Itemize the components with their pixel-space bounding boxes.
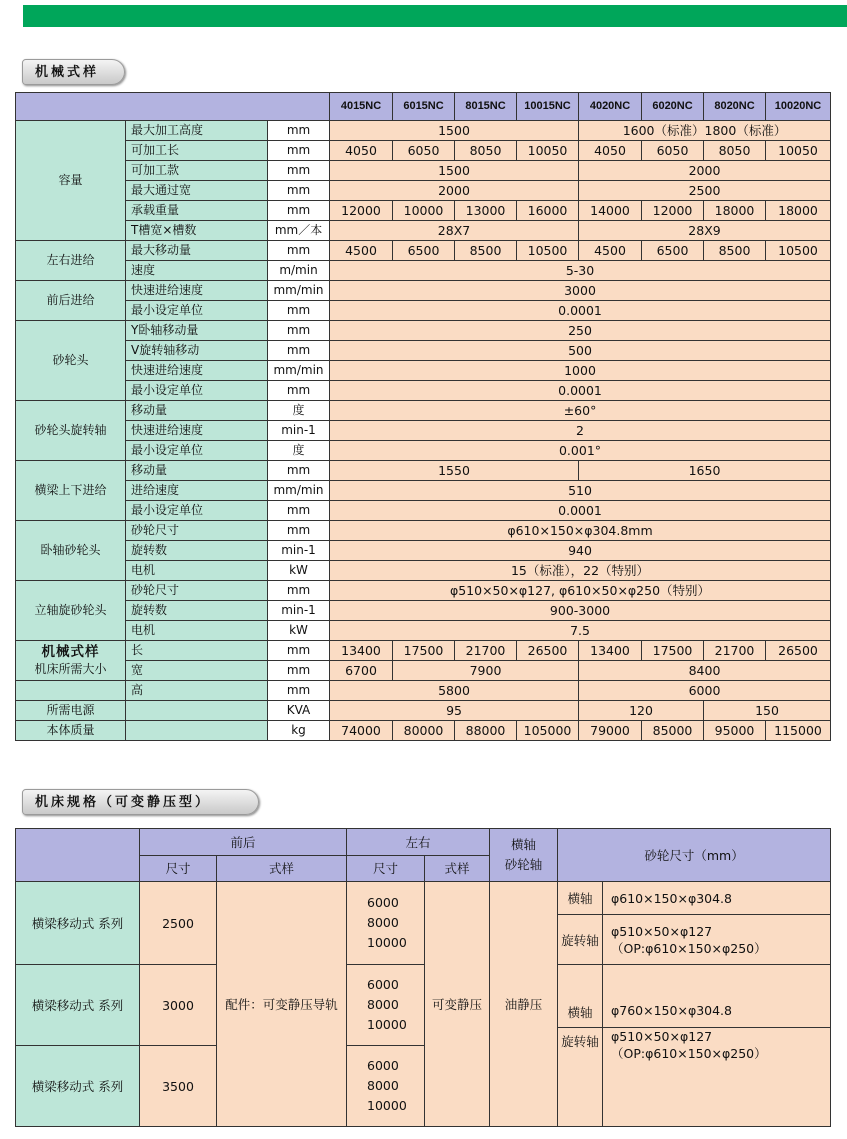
value: 14000	[579, 201, 642, 221]
value: 1500	[330, 121, 579, 141]
unit: kW	[268, 621, 330, 641]
spec-row	[16, 361, 831, 381]
value: 510	[330, 481, 831, 501]
item-label: 砂轮尺寸	[126, 521, 268, 541]
category-crossrail: 横梁上下进给	[16, 461, 126, 521]
value: 0.0001	[330, 501, 831, 521]
model-header: 10020NC	[766, 93, 831, 121]
spec-row	[16, 621, 831, 641]
value: 7.5	[330, 621, 831, 641]
value: 1500	[330, 161, 579, 181]
item-label: 移动量	[126, 401, 268, 421]
item-label: 最大通过宽	[126, 181, 268, 201]
spec-row	[16, 241, 831, 261]
unit: 度	[268, 441, 330, 461]
unit: mm	[268, 681, 330, 701]
value: 18000	[704, 201, 766, 221]
value: 8050	[455, 141, 517, 161]
unit: mm	[268, 161, 330, 181]
value: 250	[330, 321, 831, 341]
header-left-right: 左右	[347, 829, 490, 856]
model-header-row	[16, 93, 831, 121]
spec-row	[16, 721, 831, 741]
model-header: 4020NC	[579, 93, 642, 121]
value: 13400	[579, 641, 642, 661]
unit: mm/min	[268, 481, 330, 501]
value: 2	[330, 421, 831, 441]
spec-row	[16, 121, 831, 141]
value: 21700	[455, 641, 517, 661]
value: 6050	[642, 141, 704, 161]
unit: mm	[268, 241, 330, 261]
category-machine-size	[16, 641, 126, 681]
unit: min-1	[268, 601, 330, 621]
spec-row	[16, 461, 831, 481]
horiz-axis-label: 横轴	[558, 882, 603, 915]
section-title-machine-spec: 机械式样	[22, 59, 125, 85]
item-label: 可加工款	[126, 161, 268, 181]
value: 8500	[704, 241, 766, 261]
header-blank	[16, 829, 140, 882]
item-label: 最小设定单位	[126, 501, 268, 521]
header-size: 尺寸	[347, 855, 425, 882]
item-label: 速度	[126, 261, 268, 281]
value: 12000	[330, 201, 393, 221]
unit: mm	[268, 141, 330, 161]
wheel-horiz-size: φ760×150×φ304.8	[603, 965, 831, 1028]
value: 10050	[766, 141, 831, 161]
model-header: 6015NC	[393, 93, 455, 121]
unit: mm	[268, 461, 330, 481]
unit: mm	[268, 581, 330, 601]
item-label: 移动量	[126, 461, 268, 481]
item-label: 进给速度	[126, 481, 268, 501]
unit: mm	[268, 641, 330, 661]
value: 79000	[579, 721, 642, 741]
value: 10500	[766, 241, 831, 261]
value: 80000	[393, 721, 455, 741]
item-blank	[126, 701, 268, 721]
unit: mm	[268, 381, 330, 401]
value: 900-3000	[330, 601, 831, 621]
unit: 度	[268, 401, 330, 421]
unit: mm	[268, 521, 330, 541]
spec-row	[16, 421, 831, 441]
spec-row	[16, 261, 831, 281]
unit: min-1	[268, 541, 330, 561]
axis-style: 油静压	[490, 882, 558, 1127]
value: 940	[330, 541, 831, 561]
category-blank	[16, 681, 126, 701]
value: 6700	[330, 661, 393, 681]
item-label: 快速进给速度	[126, 361, 268, 381]
value: 0.001°	[330, 441, 831, 461]
value: 1550	[330, 461, 579, 481]
value: 105000	[517, 721, 579, 741]
header-style: 式样	[217, 855, 347, 882]
spec-row	[16, 501, 831, 521]
spec-row	[16, 441, 831, 461]
unit: mm/min	[268, 361, 330, 381]
header-front-back: 前后	[140, 829, 347, 856]
spec-row	[16, 641, 831, 661]
value: 4050	[330, 141, 393, 161]
spec-row	[16, 561, 831, 581]
value: 115000	[766, 721, 831, 741]
unit: KVA	[268, 701, 330, 721]
value: 5800	[330, 681, 579, 701]
size-label-big: 机械式样	[41, 643, 100, 660]
model-header: 6020NC	[642, 93, 704, 121]
value: 10500	[517, 241, 579, 261]
item-label: 最大移动量	[126, 241, 268, 261]
series-label: 横梁移动式 系列	[16, 965, 140, 1046]
value: 85000	[642, 721, 704, 741]
model-header: 8015NC	[455, 93, 517, 121]
lr-style: 可变静压	[425, 882, 490, 1127]
value: 12000	[642, 201, 704, 221]
section-title-machine-spec-hydrostatic: 机床规格（可变静压型）	[22, 789, 259, 815]
value: 13400	[330, 641, 393, 661]
item-label: 电机	[126, 561, 268, 581]
value: 2500	[579, 181, 831, 201]
value: 7900	[393, 661, 579, 681]
value: 150	[704, 701, 831, 721]
unit: mm	[268, 181, 330, 201]
category-wheelhead-rotation: 砂轮头旋转轴	[16, 401, 126, 461]
lr-sizes: 6000 8000 10000	[347, 965, 425, 1046]
value: 17500	[642, 641, 704, 661]
category-fb-feed: 前后进给	[16, 281, 126, 321]
spec-row	[16, 281, 831, 301]
model-header: 4015NC	[330, 93, 393, 121]
value: 28X7	[330, 221, 579, 241]
header-style: 式样	[425, 855, 490, 882]
value: 6050	[393, 141, 455, 161]
spec-row	[16, 141, 831, 161]
lr-sizes: 6000 8000 10000	[347, 882, 425, 965]
unit: mm	[268, 341, 330, 361]
spec-row	[16, 301, 831, 321]
header-axis: 横轴 砂轮轴	[490, 829, 558, 882]
value: 88000	[455, 721, 517, 741]
item-label: 快速进给速度	[126, 281, 268, 301]
value: φ610×150×φ304.8mm	[330, 521, 831, 541]
spec-row	[16, 581, 831, 601]
unit: mm/min	[268, 281, 330, 301]
item-label: 承载重量	[126, 201, 268, 221]
unit: mm／本	[268, 221, 330, 241]
fb-style: 配件：可变静压导轨	[217, 882, 347, 1127]
spec-row	[16, 701, 831, 721]
item-label: 砂轮尺寸	[126, 581, 268, 601]
spec-row	[16, 201, 831, 221]
value: 4050	[579, 141, 642, 161]
hydrostatic-spec-table	[15, 828, 831, 1127]
unit: m/min	[268, 261, 330, 281]
spec-row	[16, 481, 831, 501]
unit: mm	[268, 301, 330, 321]
item-label: 最小设定单位	[126, 381, 268, 401]
category-mass: 本体质量	[16, 721, 126, 741]
value: 15（标准），22（特别）	[330, 561, 831, 581]
item-label: T槽宽×槽数	[126, 221, 268, 241]
category-lr-feed: 左右进给	[16, 241, 126, 281]
value: 8400	[579, 661, 831, 681]
spec-row	[16, 541, 831, 561]
spec-row	[16, 521, 831, 541]
lr-sizes: 6000 8000 10000	[347, 1046, 425, 1127]
rot-axis-label: 旋转轴	[558, 915, 603, 965]
spec-row	[16, 601, 831, 621]
category-capacity: 容量	[16, 121, 126, 241]
item-label: 电机	[126, 621, 268, 641]
value: 95	[330, 701, 579, 721]
model-header: 8020NC	[704, 93, 766, 121]
wheel-horiz-size: φ610×150×φ304.8	[603, 882, 831, 915]
unit: mm	[268, 661, 330, 681]
header-size: 尺寸	[140, 855, 217, 882]
category-horizontal-wheelhead: 卧轴砂轮头	[16, 521, 126, 581]
model-header: 10015NC	[517, 93, 579, 121]
fb-size: 2500	[140, 882, 217, 965]
value: 10050	[517, 141, 579, 161]
spec-row	[16, 221, 831, 241]
item-label: 旋转数	[126, 601, 268, 621]
value: 8500	[455, 241, 517, 261]
value: 1650	[579, 461, 831, 481]
item-label: 旋转数	[126, 541, 268, 561]
value: 1600（标准）1800（标准）	[579, 121, 831, 141]
value: 2000	[579, 161, 831, 181]
value: 17500	[393, 641, 455, 661]
unit: min-1	[268, 421, 330, 441]
value: 26500	[517, 641, 579, 661]
item-label: 最大加工高度	[126, 121, 268, 141]
wheel-rot-size: φ510×50×φ127 （OP:φ610×150×φ250）	[603, 1028, 831, 1127]
item-label: 长	[126, 641, 268, 661]
item-blank	[126, 721, 268, 741]
spec-row	[16, 401, 831, 421]
value: 16000	[517, 201, 579, 221]
unit: kg	[268, 721, 330, 741]
category-wheelhead: 砂轮头	[16, 321, 126, 401]
horiz-axis-label: 横轴	[558, 965, 603, 1028]
rot-axis-label: 旋转轴	[558, 1028, 603, 1127]
value: 95000	[704, 721, 766, 741]
value: 5-30	[330, 261, 831, 281]
value: 28X9	[579, 221, 831, 241]
value: 18000	[766, 201, 831, 221]
item-label: Y卧轴移动量	[126, 321, 268, 341]
header-blank	[16, 93, 330, 121]
item-label: 最小设定单位	[126, 301, 268, 321]
series-label: 横梁移动式 系列	[16, 882, 140, 965]
spec-row	[16, 381, 831, 401]
machine-spec-table	[15, 92, 831, 741]
category-vertical-wheelhead: 立轴旋砂轮头	[16, 581, 126, 641]
item-label: 宽	[126, 661, 268, 681]
value: 0.0001	[330, 301, 831, 321]
value: 26500	[766, 641, 831, 661]
item-label: 可加工长	[126, 141, 268, 161]
value: 10000	[393, 201, 455, 221]
item-label: V旋转轴移动	[126, 341, 268, 361]
value: 6500	[642, 241, 704, 261]
top-green-bar	[23, 5, 847, 27]
value: 8050	[704, 141, 766, 161]
value: 500	[330, 341, 831, 361]
fb-size: 3500	[140, 1046, 217, 1127]
size-label-small: 机床所需大小	[34, 661, 107, 676]
header-wheel-size: 砂轮尺寸（mm）	[558, 829, 831, 882]
item-label: 快速进给速度	[126, 421, 268, 441]
fb-size: 3000	[140, 965, 217, 1046]
series-label: 横梁移动式 系列	[16, 1046, 140, 1127]
value: 6000	[579, 681, 831, 701]
value: 13000	[455, 201, 517, 221]
wheel-rot-size: φ510×50×φ127 （OP:φ610×150×φ250）	[603, 915, 831, 965]
category-power: 所需电源	[16, 701, 126, 721]
unit: mm	[268, 501, 330, 521]
unit: mm	[268, 321, 330, 341]
item-label: 高	[126, 681, 268, 701]
value: 4500	[330, 241, 393, 261]
spec-row	[16, 341, 831, 361]
spec-row	[16, 321, 831, 341]
value: ±60°	[330, 401, 831, 421]
item-label: 最小设定单位	[126, 441, 268, 461]
value: 74000	[330, 721, 393, 741]
unit: mm	[268, 201, 330, 221]
spec-row	[16, 161, 831, 181]
value: 1000	[330, 361, 831, 381]
value: 0.0001	[330, 381, 831, 401]
value: φ510×50×φ127, φ610×50×φ250（特别）	[330, 581, 831, 601]
value: 3000	[330, 281, 831, 301]
spec-row	[16, 181, 831, 201]
spec-row	[16, 661, 831, 681]
value: 6500	[393, 241, 455, 261]
unit: mm	[268, 121, 330, 141]
value: 21700	[704, 641, 766, 661]
spec-row	[16, 681, 831, 701]
value: 4500	[579, 241, 642, 261]
value: 120	[579, 701, 704, 721]
value: 2000	[330, 181, 579, 201]
unit: kW	[268, 561, 330, 581]
